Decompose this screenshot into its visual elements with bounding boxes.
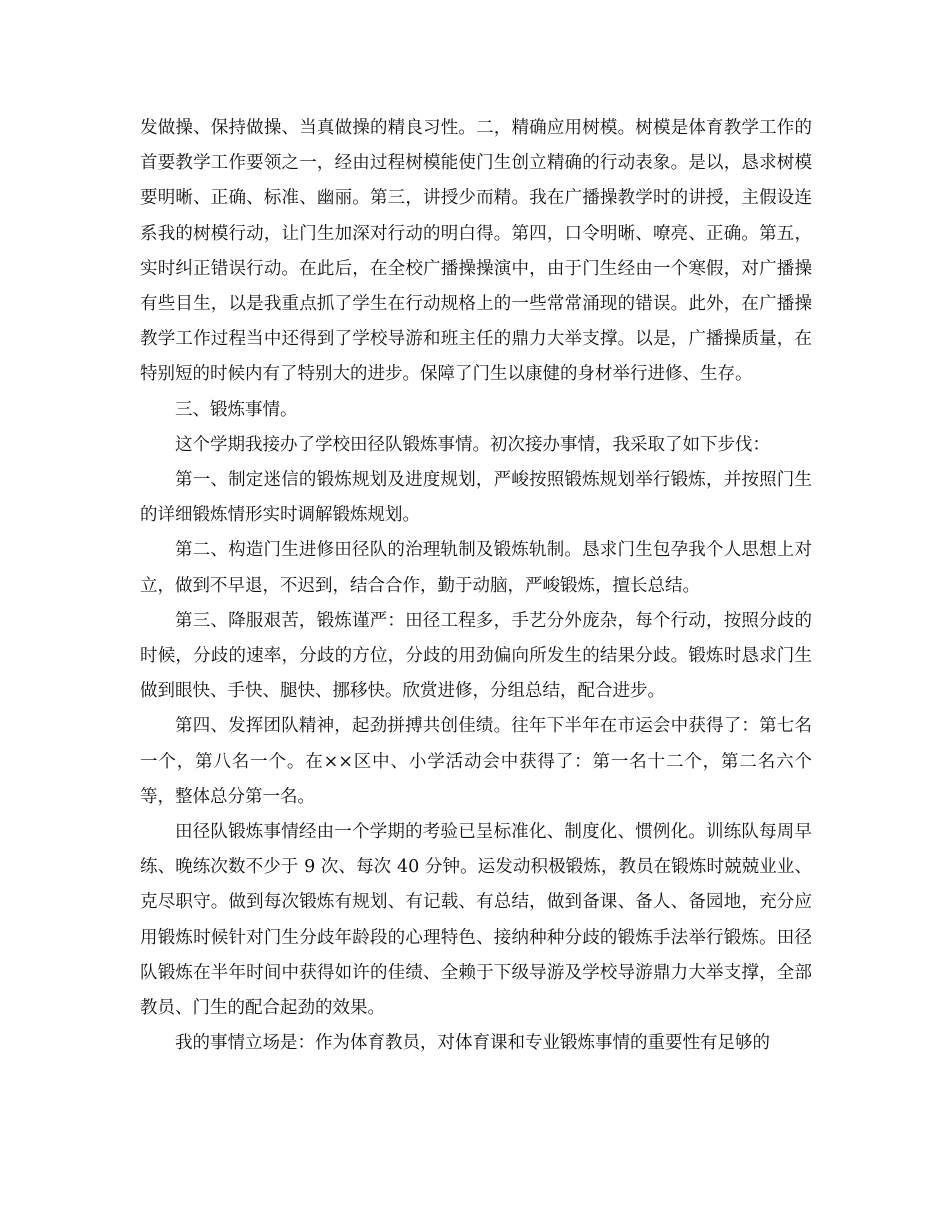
paragraph: 这个学期我接办了学校田径队锻炼事情。初次接办事情，我采取了如下步伐：	[175, 434, 770, 455]
section-heading-training: 三、锻炼事情。	[175, 399, 298, 420]
paragraph: 我的事情立场是：作为体育教员，对体育课和专业锻炼事情的重要性有足够的	[175, 1033, 770, 1054]
paragraph-continued: 发做操、保持做操、当真做操的精良习性。二，精确应用树模。树模是体育教学工作的首要教学工作要领之一，经由过程树模能使门生创立精确的行动表象。是以，恳求树模要明晰、正确、标准、幽丽。第三，讲授少而精。我在广播操教学时的讲授，主假设连系我的树模行动，让门生加深对行动的明白得。第四，口令明晰、嘹亮、正确。第五，实时纠正错误行动。在此后，在全校广播操操演中，由于门生经由一个寒假，对广播操有些目生，以是我重点抓了学生在行动规格上的一些常常涌现的错误。此外，在广播操教学工作过程当中还得到了学校导游和班主任的鼎力大举支撑。以是，广播操质量，在特别短的时候内有了特别大的进步。保障了门生以康健的身材举行进修、生存。	[140, 118, 812, 385]
document-body	[140, 111, 812, 1061]
paragraph: 第三、降服艰苦，锻炼谨严：田径工程多，手艺分外庞杂，每个行动，按照分歧的时候，分歧的速率，分歧的方位，分歧的用劲偏向所发生的结果分歧。锻炼时恳求门生做到眼快、手快、腿快、挪移快。欣赏进修，分组总结，配合进步。	[140, 610, 812, 702]
paragraph: 第四、发挥团队精神，起劲拼搏共创佳绩。往年下半年在市运会中获得了：第七名一个，第八名一个。在××区中、小学活动会中获得了：第一名十二个，第二名六个等，整体总分第一名。	[140, 716, 812, 807]
paragraph: 第二、构造门生进修田径队的治理轨制及锻炼轨制。恳求门生包孕我个人思想上对立，做到不早退，不迟到，结合合作，勤于动脑，严峻锻炼，擅长总结。	[140, 540, 812, 596]
paragraph: 田径队锻炼事情经由一个学期的考验已呈标准化、制度化、惯例化。训练队每周早练、晚练次数不少于 9 次、每次 40 分钟。运发动积极锻炼，教员在锻炼时兢兢业业、克尽职守。做到每次锻炼有规划、有记载、有总结，做到备课、备人、备园地，充分应用锻炼时候针对门生分歧年龄段的心理特色、接纳种种分歧的锻炼手法举行锻炼。田径队锻炼在半年时间中获得如许的佳绩、全赖于下级导游及学校导游鼎力大举支撑，全部教员、门生的配合起劲的效果。	[140, 822, 812, 1019]
paragraph: 第一、制定迷信的锻炼规划及进度规划，严峻按照锻炼规划举行锻炼，并按照门生的详细锻炼情形实时调解锻炼规划。	[140, 470, 812, 526]
